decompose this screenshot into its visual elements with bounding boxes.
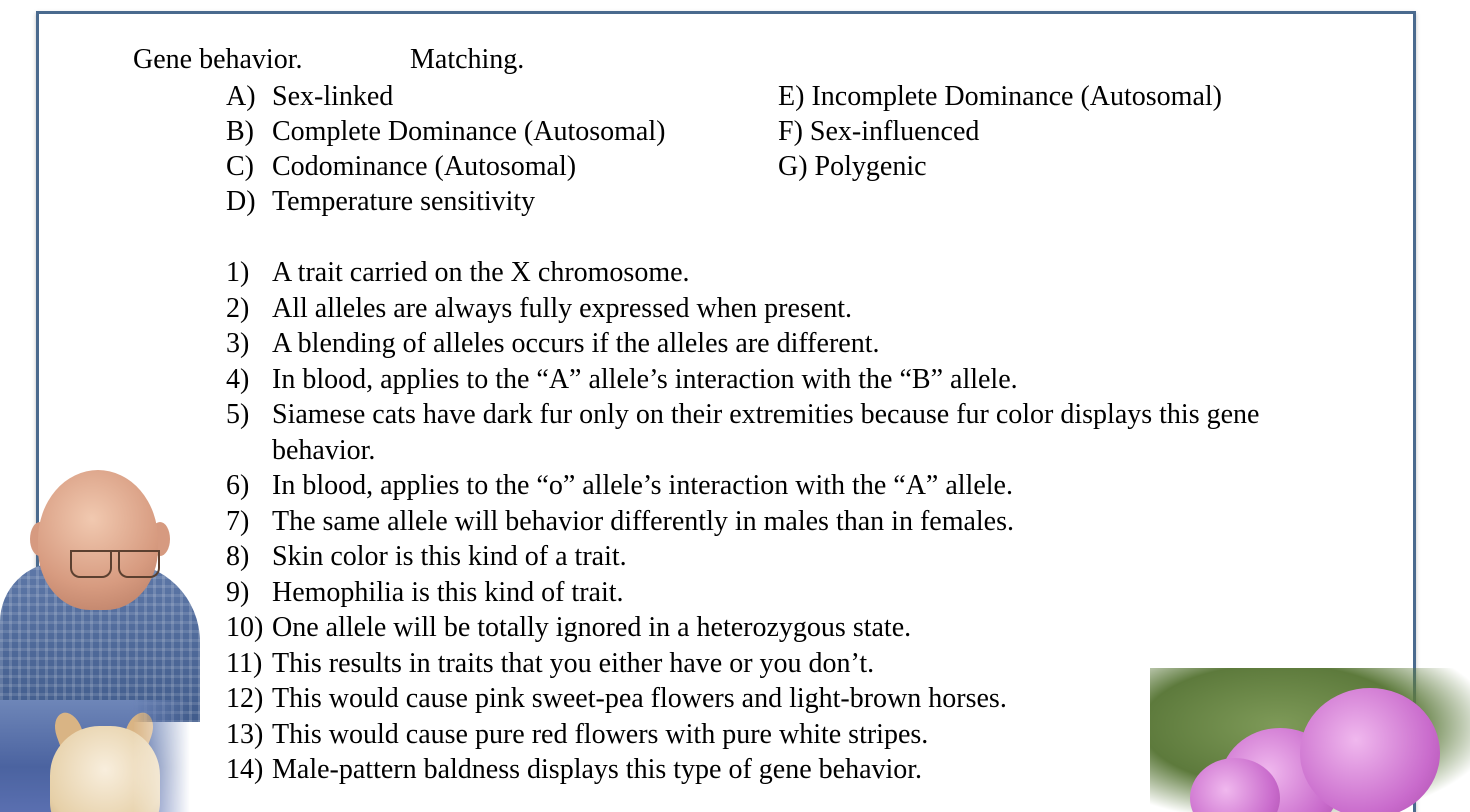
option-label: Codominance (Autosomal) bbox=[272, 151, 577, 182]
question-text: A blending of alleles occurs if the alleles are different. bbox=[272, 328, 880, 359]
question-item bbox=[226, 291, 1302, 327]
option-letter: E) bbox=[778, 81, 805, 112]
option-label: Polygenic bbox=[814, 151, 927, 182]
option-letter: G) bbox=[778, 151, 808, 182]
question-item bbox=[226, 610, 1302, 646]
question-number: 10) bbox=[226, 612, 264, 643]
question-number: 12) bbox=[226, 683, 264, 714]
option-label: Temperature sensitivity bbox=[272, 186, 536, 217]
question-text: The same allele will behavior differently in males than in females. bbox=[272, 505, 1014, 537]
question-text: Male-pattern baldness displays this type of gene behavior. bbox=[272, 754, 923, 785]
question-item bbox=[226, 397, 1302, 468]
man-head bbox=[38, 470, 158, 610]
question-number: 5) bbox=[226, 399, 250, 430]
glasses-icon bbox=[70, 550, 160, 580]
question-item bbox=[226, 646, 1302, 682]
question-number: 1) bbox=[226, 257, 250, 288]
flower-petal bbox=[1300, 688, 1440, 812]
option-a bbox=[226, 79, 665, 114]
options-column-right bbox=[778, 79, 1222, 184]
question-number: 3) bbox=[226, 328, 250, 359]
question-item bbox=[226, 255, 1302, 291]
question-item bbox=[226, 575, 1302, 611]
question-text: This would cause pink sweet-pea flowers and light-brown horses. bbox=[272, 683, 1007, 714]
question-item bbox=[226, 362, 1302, 398]
question-item bbox=[226, 504, 1302, 540]
question-item bbox=[226, 717, 1302, 753]
option-letter: A) bbox=[226, 81, 256, 112]
question-item bbox=[226, 468, 1302, 504]
question-number: 14) bbox=[226, 754, 264, 785]
question-text: A trait carried on the X chromosome. bbox=[272, 257, 690, 288]
question-number: 9) bbox=[226, 576, 250, 608]
man-photo bbox=[0, 462, 200, 722]
horse-photo bbox=[0, 700, 190, 812]
question-item bbox=[226, 539, 1302, 575]
question-number: 11) bbox=[226, 647, 263, 679]
question-number: 2) bbox=[226, 292, 250, 324]
option-d bbox=[226, 184, 665, 219]
question-text: One allele will be totally ignored in a heterozygous state. bbox=[272, 612, 912, 643]
worksheet-subtitle: Matching. bbox=[410, 44, 525, 75]
option-label: Sex-linked bbox=[272, 81, 394, 112]
question-number: 13) bbox=[226, 718, 264, 750]
question-number: 8) bbox=[226, 541, 250, 572]
option-label: Sex-influenced bbox=[809, 116, 980, 147]
question-number: 6) bbox=[226, 470, 250, 501]
option-label: Incomplete Dominance (Autosomal) bbox=[811, 81, 1222, 112]
question-text: This would cause pure red flowers with pure white stripes. bbox=[272, 718, 929, 750]
option-letter: F) bbox=[778, 116, 803, 147]
option-c bbox=[226, 149, 665, 184]
option-letter: B) bbox=[226, 116, 254, 147]
option-e bbox=[778, 79, 1222, 114]
question-item bbox=[226, 326, 1302, 362]
question-text: Hemophilia is this kind of trait. bbox=[272, 576, 624, 608]
question-list bbox=[226, 255, 1302, 788]
question-number: 4) bbox=[226, 363, 250, 395]
options-column-left bbox=[226, 79, 665, 219]
question-number: 7) bbox=[226, 505, 250, 537]
option-letter: D) bbox=[226, 186, 256, 217]
option-letter: C) bbox=[226, 151, 254, 182]
question-item bbox=[226, 681, 1302, 717]
horse-head bbox=[50, 726, 160, 812]
question-text: All alleles are always fully expressed when present. bbox=[272, 292, 853, 324]
question-text: In blood, applies to the “A” allele’s interaction with the “B” allele. bbox=[272, 363, 1018, 395]
option-label: Complete Dominance (Autosomal) bbox=[272, 116, 666, 147]
question-text: Skin color is this kind of a trait. bbox=[272, 541, 627, 572]
option-f bbox=[778, 114, 1222, 149]
question-text: This results in traits that you either have or you don’t. bbox=[272, 647, 875, 679]
question-text: In blood, applies to the “o” allele’s interaction with the “A” allele. bbox=[272, 470, 1013, 501]
sweet-pea-flower-photo bbox=[1150, 668, 1470, 812]
option-g bbox=[778, 149, 1222, 184]
option-b bbox=[226, 114, 665, 149]
worksheet-title: Gene behavior. bbox=[133, 44, 303, 75]
question-text: Siamese cats have dark fur only on their extremities because fur color displays this gene behavior. bbox=[272, 399, 1260, 466]
worksheet-header bbox=[133, 42, 525, 78]
question-item bbox=[226, 752, 1302, 788]
